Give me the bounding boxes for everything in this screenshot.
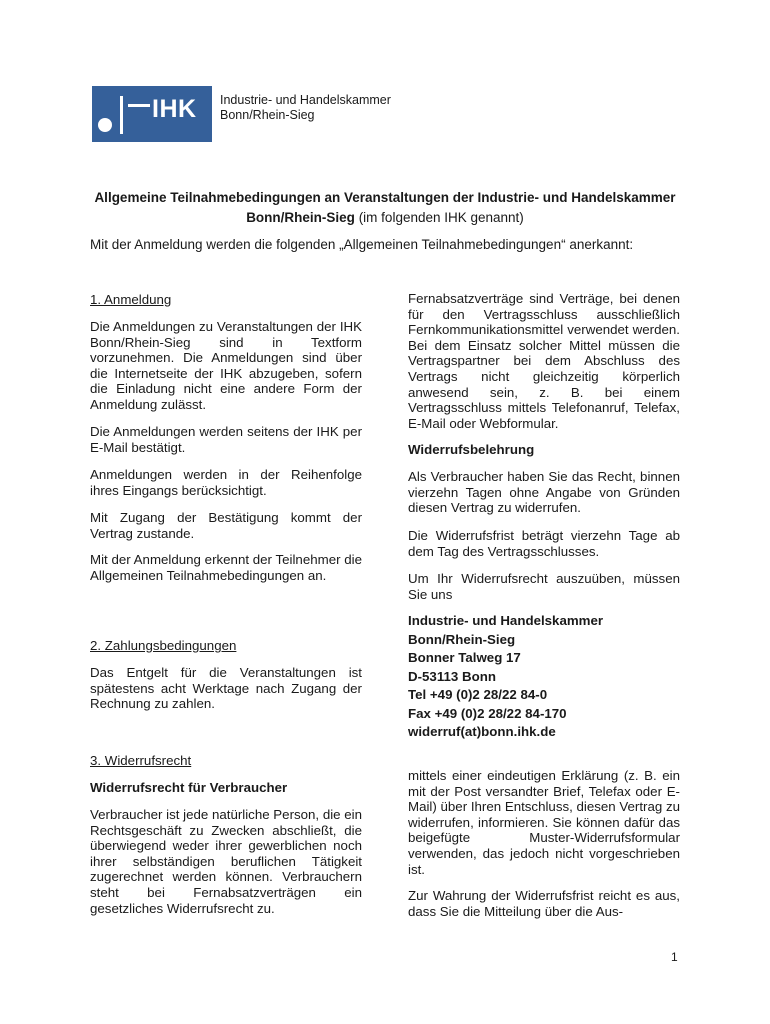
logo-text	[220, 93, 391, 123]
logo-line1: Industrie- und Handelskammer	[220, 93, 391, 107]
title-normal: (im folgenden IHK genannt)	[354, 210, 524, 225]
right-col-heading: Widerrufsbelehrung	[408, 442, 535, 457]
right-col-p2: Als Verbraucher haben Sie das Recht, binnen vierzehn Tagen ohne Angabe von Gründen diesen Vertrag zu widerrufen.	[408, 469, 680, 516]
right-col-p4: Um Ihr Widerrufsrecht auszuüben, müssen Sie uns	[408, 571, 680, 602]
left-col-s1-p3: Anmeldungen werden in der Reihenfolge ihres Eingangs berücksichtigt.	[90, 467, 362, 498]
contact-address	[408, 612, 680, 742]
address-city: D-53113 Bonn	[408, 668, 496, 684]
address-email: widerruf(at)bonn.ihk.de	[408, 724, 556, 739]
logo-line2: Bonn/Rhein-Sieg	[220, 108, 315, 122]
address-line1: Industrie- und Handelskammer	[408, 613, 604, 628]
address-phone: Tel +49 (0)2 28/22 84-0	[408, 687, 548, 702]
left-col-s1-heading: 1. Anmeldung	[90, 292, 172, 307]
right-col-p1: Fernabsatzverträge sind Verträge, bei denen für den Vertragsschluss ausschließlich Fernkommunikationsmittel verwendet werden. Bei dem Einsatz solcher Mittel müssen die Vertragspartner bei dem Abschluss des Vertrags nicht gleichzeitig körperlich anwesend sein, z. B. bei einem Vertragsschluss mittels Telefonanruf, Telefax, E-Mail oder Webformular.	[408, 291, 680, 431]
left-col-s2-heading: 2. Zahlungsbedingungen	[90, 638, 237, 653]
page-number: 1	[671, 950, 678, 964]
left-col-s2-p1: Das Entgelt für die Veranstaltungen ist spätestens acht Werktage nach Zugang der Rechnung zu zahlen.	[90, 665, 362, 712]
title-bold: Allgemeine Teilnahmebedingungen an Veranstaltungen der Industrie- und Handelskammer Bonn/Rhein-Sieg	[94, 190, 676, 225]
ihk-logo-mark	[92, 86, 212, 142]
left-col-s3-subheading: Widerrufsrecht für Verbraucher	[90, 780, 288, 795]
left-col-s1-p2: Die Anmeldungen werden seitens der IHK per E-Mail bestätigt.	[90, 424, 362, 455]
intro-text: Mit der Anmeldung werden die folgenden „Allgemeinen Teilnahmebedingungen“ anerkannt:	[90, 237, 634, 252]
left-col-s1-p1: Die Anmeldungen zu Veranstaltungen der IHK Bonn/Rhein-Sieg sind in Textform vorzunehmen. Die Anmeldungen sind über die Internetseite der IHK abzugeben, sofern die Einladung nicht eine andere Form der Anmeldung zulässt.	[90, 319, 362, 412]
right-col-p6: Zur Wahrung der Widerrufsfrist reicht es aus, dass Sie die Mitteilung über die Aus-	[408, 888, 680, 919]
logo-dash-icon	[128, 104, 150, 107]
left-col-s1-p4: Mit Zugang der Bestätigung kommt der Vertrag zustande.	[90, 510, 362, 541]
ihk-logo	[92, 86, 392, 142]
document-title	[90, 188, 680, 228]
logo-dot-icon	[98, 118, 112, 132]
address-line2: Bonn/Rhein-Sieg	[408, 631, 516, 647]
right-col-p5: mittels einer eindeutigen Erklärung (z. B. ein mit der Post versandter Brief, Telefax oder E-Mail) über Ihren Entschluss, diesen Vertrag zu widerrufen, informieren. Sie können dafür das beigefügte Muster-Widerrufsformular verwenden, das jedoch nicht vorgeschrieben ist.	[408, 768, 680, 877]
right-col-p3: Die Widerrufsfrist beträgt vierzehn Tage ab dem Tag des Vertragsschlusses.	[408, 528, 680, 559]
logo-abbr: IHK	[152, 95, 197, 123]
left-col-s1-p5: Mit der Anmeldung erkennt der Teilnehmer die Allgemeinen Teilnahmebedingungen an.	[90, 552, 362, 583]
address-fax: Fax +49 (0)2 28/22 84-170	[408, 705, 567, 721]
left-col-s3-p1: Verbraucher ist jede natürliche Person, die ein Rechtsgeschäft zu Zwecken abschließt, die überwiegend weder ihrer gewerblichen noch ihrer selbständigen beruflichen Tätigkeit zugerechnet werden können. Verbrauchern steht bei Fernabsatzverträgen ein gesetzliches Widerrufsrecht zu.	[90, 807, 363, 916]
left-col-s3-heading: 3. Widerrufsrecht	[90, 753, 192, 768]
address-street: Bonner Talweg 17	[408, 650, 521, 665]
logo-bar-icon	[120, 96, 123, 134]
